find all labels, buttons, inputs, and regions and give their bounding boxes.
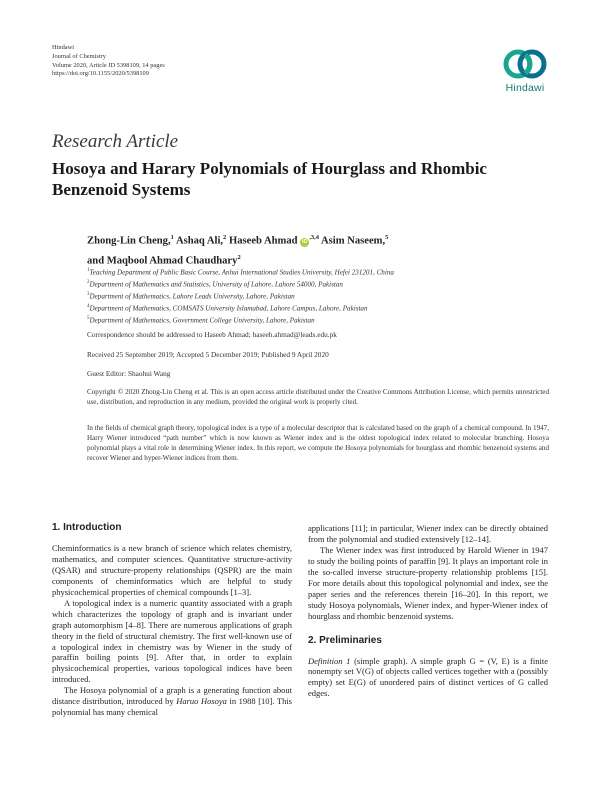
abstract: In the fields of chemical graph theory, topological index is a type of a molecular descriptor that is calculated based on the graph of a chemical compound. In 1947, Harry Wiener introduced “path number” which is now known as Wiener index and is the oldest topological index related to molecular branching. Hosoya polynomial plays a vital role in determining Wiener index. In this report, we compute the Hosoya polynomials for hourglass and rhombic benzenoid systems and recover Wiener and hyper-Wiener indices from them. [87,424,549,462]
paragraph: The Hosoya polynomial of a graph is a generating function about distance distribution, introduced by Haruo Hosoya in 1988 [10]. This polynomial has many chemical [52,685,292,718]
affiliation-list [87,266,547,326]
journal-meta [52,44,165,79]
definition-label: Definition 1 [308,655,351,666]
author-name: and Maqbool Ahmad Chaudhary [87,255,238,267]
definition-paragraph: Definition 1 (simple graph). A simple graph G = (V, E) is a finite nonempty set V(G) of objects called vertices together with a (possibly empty) set E(G) of unordered pairs of distinct vertices of G called edges. [308,655,548,699]
affiliation-item: $^1$Teaching Department of Public Basic Course, Anhui International Studies University, Hefei 231201, China [87,268,394,277]
author-affil-sup: 2 [223,234,227,241]
author-name: Ashaq Ali, [175,235,224,247]
left-column [52,523,292,718]
hindawi-logo [495,47,555,94]
author-list [87,230,487,269]
copyright-notice: Copyright © 2020 Zhong-Lin Cheng et al. This is an open access article distributed under the Creative Commons Attribution License, which permits unrestricted use, distribution, and reproduction in any medium, provided the original work is properly cited. [87,388,549,406]
affiliation-item: $^2$Department of Mathematics and Statistics, University of Lahore, Lahore 54000, Pakistan [87,280,343,289]
section-heading-preliminaries: 2. Preliminaries [308,634,382,646]
publisher-name: Hindawi [52,44,75,51]
article-title: Hosoya and Harary Polynomials of Hourglass and Rhombic Benzenoid Systems [52,159,487,199]
journal-name: Journal of Chemistry [52,52,106,60]
author-affil-sup: 1 [170,234,174,241]
hindawi-logo-text: Hindawi [505,82,545,94]
paragraph: A topological index is a numeric quantity associated with a graph which characterizes the topology of graph and is invariant under graph automorphism [4–8]. There are numerous applications of graph theory in the field of structural chemistry. The first well-known use of a topological index in chemistry was by Wiener in the study of paraffin boiling points [9]. After that, in order to explain physicochemical properties, various topological indices have been introduced. [52,597,292,685]
doi-link[interactable]: https://doi.org/10.1155/2020/5398109 [52,70,149,78]
orcid-icon[interactable]: iD [301,238,308,245]
affiliation-item: $^5$Department of Mathematics, Government College University, Lahore, Pakistan [87,316,315,325]
right-column [308,523,548,699]
publication-dates: Received 25 September 2019; Accepted 5 December 2019; Published 9 April 2020 [87,350,329,359]
article-type: Research Article [52,131,179,152]
affiliation-item: $^4$Department of Mathematics, COMSATS University Islamabad, Lahore Campus, Lahore, Pakistan [87,304,368,313]
author-affil-sup: 2 [237,253,241,261]
author-name: Zhong-Lin Cheng, [87,235,171,247]
section-heading-introduction: 1. Introduction [52,522,122,533]
author-name: Asim Naseem, [321,235,386,247]
paragraph: Cheminformatics is a new branch of science which relates chemistry, mathematics, and computer sciences. Quantitative structure-activity (QSAR) and structure-property relationships (QSPR) are the main components of cheminformatics which are helpful to study physicochemical properties of chemical compounds [1–3]. [52,542,292,597]
paragraph: The Wiener index was first introduced by Harold Wiener in 1947 to study the boiling points of paraffin [9]. It plays an important role in the so-called inverse structure-property relationship problems [15]. For more details about this topological polynomial and index, see the paper series and the references therein [16–20]. In this report, we study Hosoya polynomials, Wiener index, and hyper-Wiener index of hourglass and rhombic benzenoid systems. [308,544,548,621]
guest-editor: Guest Editor: Shaohui Wang [87,369,171,378]
volume-info: Volume 2020, Article ID 5398109, 14 pages [52,61,165,69]
paragraph: applications [11]; in particular, Wiener index can be directly obtained from the polynomial and studied extensively [12–14]. [308,523,548,544]
hindawi-logo-icon [502,47,548,81]
author-affil-sup: ,3,4 [309,234,319,241]
author-name: Haseeb Ahmad [228,235,298,247]
affiliation-item: $^3$Department of Mathematics, Lahore Leads University, Lahore, Pakistan [87,292,295,301]
correspondence: Correspondence should be addressed to Haseeb Ahmad; haseeb.ahmad@leads.edu.pk [87,330,337,339]
author-affil-sup: 5 [385,234,389,241]
